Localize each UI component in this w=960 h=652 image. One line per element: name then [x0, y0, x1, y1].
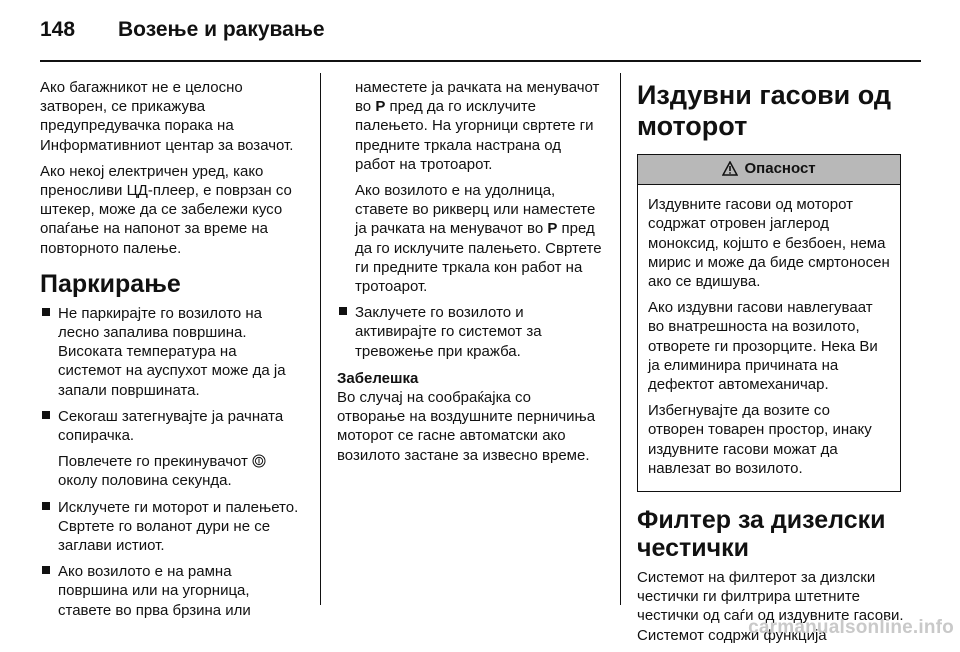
list-item-text	[355, 78, 603, 174]
text-run: наместете ја рачката на менувачот во	[355, 79, 600, 116]
danger-paragraph: Ако издувни гасови навлегуваат во внатрешноста на возилото, отворете ги прозорците. Нека Ви ја елиминира причината на дефектот автомеханичар.	[648, 299, 878, 394]
list-item	[40, 407, 302, 491]
subtext-after: околу половина секунда.	[58, 472, 232, 490]
gear-position: P	[547, 220, 558, 238]
list-item	[40, 562, 302, 620]
section-heading-exhaust: Издувни гасови од моторот	[637, 80, 892, 141]
list-item-text: Не паркирајте го возилото на лесно запалива површина. Високата температура на системот на ауспухот може да ја запали површината.	[58, 304, 286, 399]
danger-paragraph: Издувните гасови од моторот содржат отровен јаглерод моноксид, којшто е безбоен, нема мирис и може да биде смртоносен ако се вдишува.	[648, 196, 890, 291]
list-item-text: Ако возилото е на рамна површина или на угорница, ставете во прва брзина или	[58, 563, 251, 619]
danger-paragraph: Избегнувајте да возите со отворен товарен простор, инаку издувните гасови можат да навлезат во возилото.	[648, 402, 872, 477]
site-watermark: carmanualsonline.info	[748, 617, 954, 638]
intro-paragraph: Ако некој електричен уред, како преносливи ЦД-плеер, е поврзан со штекер, може да се забележи кусо опаѓање на напонот за време на повторното палење.	[40, 162, 292, 257]
list-item	[40, 498, 302, 556]
bullet-icon	[42, 308, 50, 316]
gear-position: P	[375, 98, 386, 116]
text-run: Ако возилото е на удолница, ставете во рикверц или наместете ја рачката на менувачот во	[355, 182, 596, 238]
warning-triangle-icon	[722, 161, 738, 181]
header-rule	[40, 60, 921, 62]
note-title: Забелешка	[337, 369, 419, 387]
danger-body	[638, 185, 900, 491]
start-stop-switch-icon	[252, 454, 266, 468]
list-item	[40, 304, 302, 400]
parking-list	[40, 304, 302, 620]
chapter-title: Возење и ракување	[118, 18, 325, 41]
section-heading-parking: Паркирање	[40, 269, 181, 298]
column-divider	[320, 73, 321, 605]
list-item-text: Исклучете ги моторот и палењето. Свртете го воланот дури не се заглави истиот.	[58, 498, 299, 555]
parking-list-continued	[337, 78, 603, 361]
subtext-before: Повлечете го прекинувачот	[58, 453, 248, 471]
danger-title: Опасност	[744, 160, 816, 177]
filter-paragraph: Системот на филтерот за дизлски честички ги филтрира штетните честички од саѓи од издувните гасови. Системот содржи функција	[637, 569, 904, 644]
text-run: пред да го исклучите палењето. На угорници свртете ги предните тркала настрана од работ на тротоарот.	[355, 98, 594, 173]
danger-box	[637, 154, 901, 492]
list-item-text: Секогаш затегнувајте ја рачната сопирачка.	[58, 407, 284, 445]
section-heading-filter: Филтер за дизелски честички	[637, 506, 886, 563]
text-run: пред да го исклучите палењето. Свртете ги предните тркала кон работ на тротоарот.	[355, 220, 602, 296]
list-item-text: Заклучете го возилото и активирајте го системот за тревожење при кражба.	[355, 304, 542, 360]
bullet-icon	[42, 411, 50, 419]
page-number: 148	[40, 18, 76, 41]
list-item-subtext	[355, 181, 603, 296]
note-text: Во случај на сообраќајка со отворање на воздушните перничиња моторот се гасне автоматски ако возилото застане за извесно време.	[337, 389, 596, 464]
column-middle	[337, 78, 603, 472]
list-item	[337, 303, 603, 361]
column-divider	[620, 73, 621, 605]
list-item-subtext	[58, 452, 302, 490]
column-left	[40, 78, 302, 627]
column-right	[637, 78, 921, 652]
bullet-icon	[42, 566, 50, 574]
list-item-continued	[337, 78, 603, 296]
bullet-icon	[339, 307, 347, 315]
danger-header	[638, 155, 900, 185]
intro-paragraph: Ако багажникот не е целосно затворен, се прикажува предупредувачка порака на Информативниот центар за возачот.	[40, 79, 294, 154]
bullet-icon	[42, 502, 50, 510]
